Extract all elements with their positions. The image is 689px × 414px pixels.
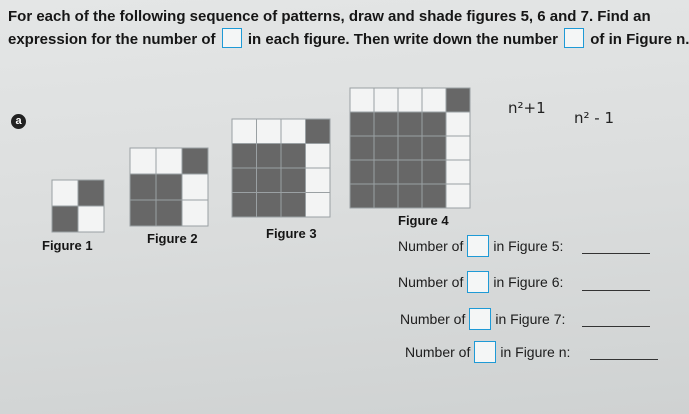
empty-cell [446,184,470,208]
shaded-cell [422,184,446,208]
empty-cell [374,88,398,112]
shaded-cell [374,136,398,160]
empty-cell [306,193,331,218]
shaded-cell [422,136,446,160]
row-suffix: in Figure 5: [493,238,564,254]
figure-4-caption: Figure 4 [398,213,449,228]
answer-row-7 [400,308,565,330]
row-prefix: Number of [398,274,464,290]
square-icon [467,235,489,257]
shaded-cell [232,168,257,193]
shaded-cell [281,193,306,218]
figure-1-caption: Figure 1 [42,238,93,253]
shaded-cell [306,119,331,144]
answer-blank-7[interactable] [582,326,650,327]
empty-cell [156,148,182,174]
answer-row-n [405,341,570,363]
empty-cell [130,148,156,174]
shaded-cell [281,168,306,193]
shaded-cell [398,136,422,160]
shaded-cell [374,112,398,136]
square-icon [469,308,491,330]
empty-cell [78,206,104,232]
answer-blank-n[interactable] [590,359,658,360]
handwritten-note-1: n²+1 [508,99,546,117]
part-label-a: a [11,114,26,129]
shaded-cell [130,200,156,226]
empty-cell [446,112,470,136]
shaded-cell [398,160,422,184]
shaded-cell [422,112,446,136]
shaded-cell [350,160,374,184]
answer-blank-5[interactable] [582,253,650,254]
empty-cell [446,136,470,160]
shaded-cell [350,136,374,160]
shaded-cell [130,174,156,200]
shaded-cell [281,144,306,169]
shaded-cell [257,144,282,169]
row-suffix: in Figure 7: [495,311,566,327]
handwritten-note-2: n² - 1 [574,109,615,127]
figure-4-grid [350,88,470,208]
empty-cell [182,200,208,226]
empty-cell [52,180,78,206]
empty-cell [257,119,282,144]
shaded-cell [78,180,104,206]
shaded-cell [422,160,446,184]
shaded-cell [52,206,78,232]
question-line-2-a: expression for the number of [8,31,216,48]
shaded-cell [398,112,422,136]
answer-row-5 [398,235,563,257]
question-line-2-b: in each figure. Then write down the number [247,31,558,48]
empty-cell [350,88,374,112]
row-suffix: in Figure n: [500,344,571,360]
shaded-cell [156,174,182,200]
figure-2-caption: Figure 2 [147,231,198,246]
empty-cell [422,88,446,112]
empty-cell [306,168,331,193]
figure-2-grid [130,148,208,226]
square-icon [474,341,496,363]
empty-cell [182,174,208,200]
question-line-2-c: of in Figure n. [590,31,689,48]
shaded-cell [446,88,470,112]
figure-3-caption: Figure 3 [266,226,317,241]
empty-cell [398,88,422,112]
shaded-cell [257,168,282,193]
question-line-1: For each of the following sequence of patterns, draw and shade figures 5, 6 and 7. Find an [8,8,651,25]
shaded-cell [156,200,182,226]
shaded-cell [232,193,257,218]
row-prefix: Number of [400,311,466,327]
empty-cell [281,119,306,144]
empty-cell [306,144,331,169]
shaded-cell [350,184,374,208]
shaded-cell [374,184,398,208]
shaded-cell [350,112,374,136]
answer-row-6 [398,271,563,293]
figure-3-grid [232,119,330,217]
shaded-cell [374,160,398,184]
row-suffix: in Figure 6: [493,274,564,290]
row-prefix: Number of [405,344,471,360]
shaded-cell [398,184,422,208]
empty-cell [446,160,470,184]
shaded-cell [182,148,208,174]
shaded-cell [257,193,282,218]
answer-blank-6[interactable] [582,290,650,291]
square-icon [467,271,489,293]
row-prefix: Number of [398,238,464,254]
figure-1-grid [52,180,104,232]
empty-cell [232,119,257,144]
shaded-cell [232,144,257,169]
